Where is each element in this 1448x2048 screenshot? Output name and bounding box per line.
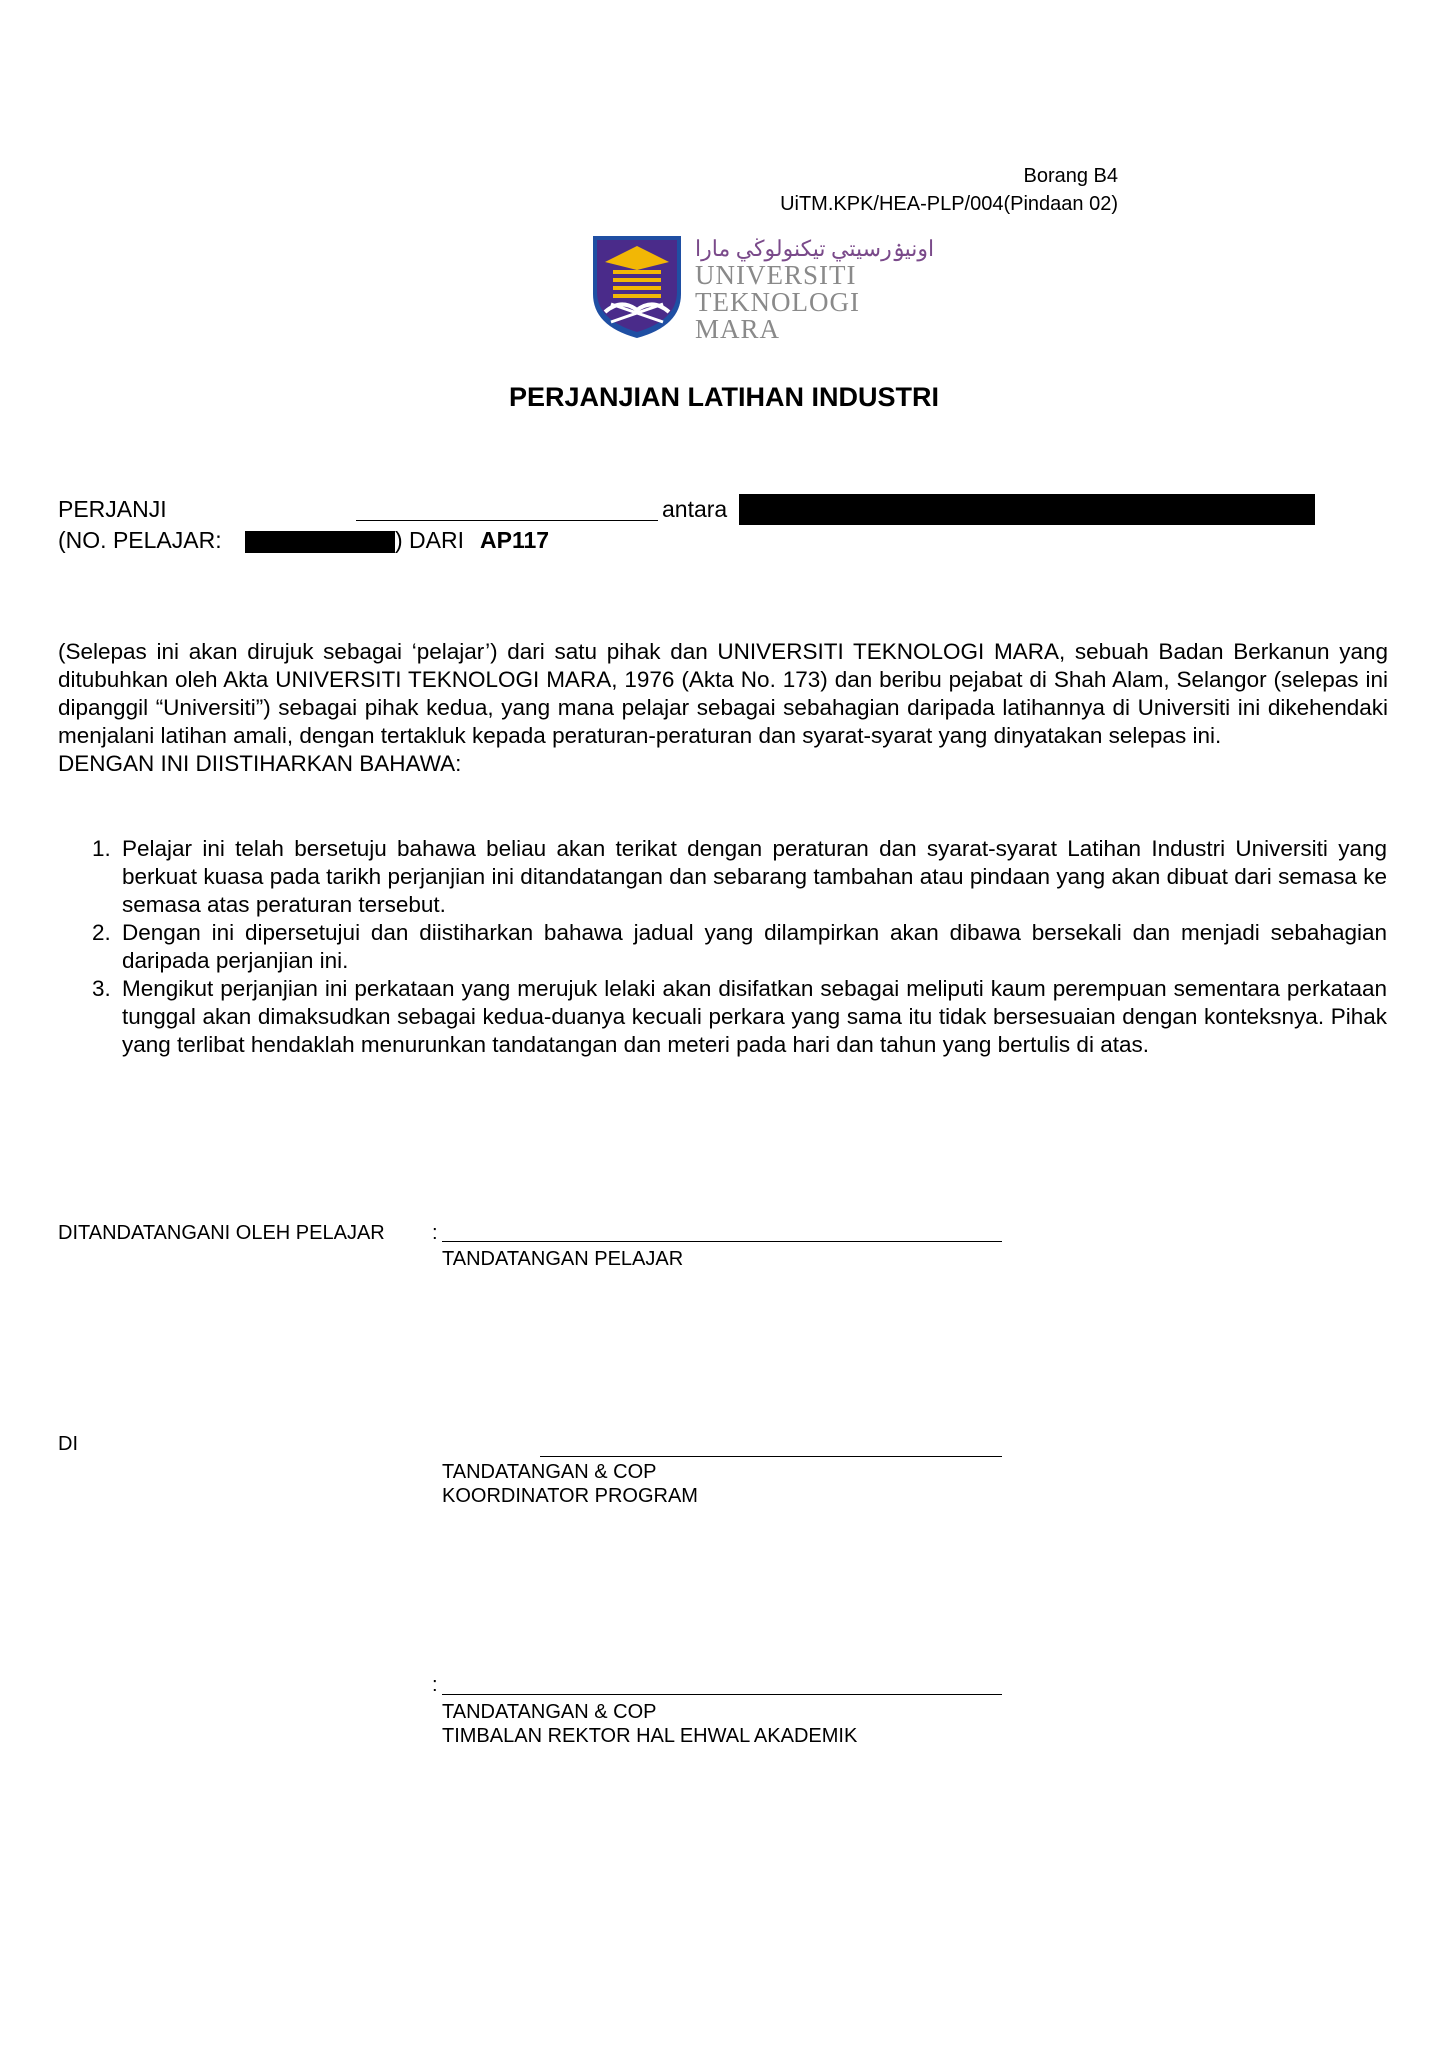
clause-text: Pelajar ini telah bersetuju bahawa beliau akan terikat dengan peraturan dan syarat-syarat Latihan Industri Universiti yang berkuat kuasa pada tarikh perjanjian ini ditandatangan dan sebarang tambahan atau pindaan yang akan dibuat dari semasa ke semasa atas peraturan tersebut. [122, 836, 1387, 917]
redacted-student-name [739, 494, 1315, 525]
label-no-pelajar: (NO. PELAJAR: [58, 527, 222, 553]
form-reference: UiTM.KPK/HEA-PLP/004(Pindaan 02) [780, 193, 1118, 215]
rector-signature-colon: : [432, 1674, 438, 1696]
student-signature-colon: : [432, 1222, 438, 1244]
label-dari: ) DARI [395, 527, 464, 553]
logo-name-line2: TEKNOLOGI [695, 287, 860, 317]
student-signature-caption: TANDATANGAN PELAJAR [442, 1248, 684, 1270]
location-label: DI [58, 1433, 78, 1455]
preamble-paragraph: (Selepas ini akan dirujuk sebagai ‘pelajar’) dari satu pihak dan UNIVERSITI TEKNOLOGI MARA, sebuah Badan Berkanun yang ditubuhkan oleh Akta UNIVERSITI TEKNOLOGI MARA, 1976 (Akta No. 173) dan beribu pejabat di Shah Alam, Selangor (selepas ini dipanggil “Universiti”) sebagai pihak kedua, yang mana pelajar sebagai sebahagian daripada latihannya di Universiti ini dikehendaki menjalani latihan amali, dengan tertakluk kepada peraturan-peraturan dan syarat-syarat yang dinyatakan selepas ini. [58, 639, 1388, 748]
logo-name-line3: MARA [695, 314, 781, 344]
coordinator-caption-line1: TANDATANGAN & COP [442, 1461, 657, 1483]
rector-caption-line1: TANDATANGAN & COP [442, 1701, 657, 1723]
logo-wordmark [695, 236, 934, 343]
university-logo [591, 234, 683, 345]
label-antara: antara [662, 496, 728, 522]
program-code: AP117 [480, 527, 550, 553]
clause-number: 3. [92, 976, 111, 1001]
rector-signature-line[interactable] [442, 1694, 1002, 1695]
list-item [92, 919, 1387, 975]
document-title: PERJANJIAN LATIHAN INDUSTRI [508, 382, 940, 412]
clause-number: 1. [92, 836, 111, 861]
clause-list [92, 835, 1387, 1059]
clause-number: 2. [92, 920, 111, 945]
form-code: Borang B4 [1023, 165, 1118, 187]
label-perjanji: PERJANJI [58, 496, 167, 522]
coordinator-caption-line2: KOORDINATOR PROGRAM [442, 1485, 698, 1507]
uitm-crest-icon [591, 234, 683, 340]
perjanji-blank-line[interactable] [356, 520, 658, 521]
clause-text: Dengan ini dipersetujui dan diistiharkan bahawa jadual yang dilampirkan akan dibawa bersekali dan menjadi sebahagian daripada perjanjian ini. [122, 920, 1387, 973]
student-signature-line[interactable] [442, 1241, 1002, 1242]
list-item [92, 835, 1387, 919]
declaration-heading: DENGAN INI DIISTIHARKAN BAHAWA: [58, 751, 462, 776]
rector-caption-line2: TIMBALAN REKTOR HAL EHWAL AKADEMIK [442, 1725, 858, 1747]
logo-arabic-text: اونيۏرسيتي تيكنولوڬي مارا [695, 236, 935, 261]
student-signature-label: DITANDATANGANI OLEH PELAJAR [58, 1222, 385, 1244]
coordinator-signature-line[interactable] [540, 1456, 1002, 1457]
clause-text: Mengikut perjanjian ini perkataan yang merujuk lelaki akan disifatkan sebagai meliputi kaum perempuan sementara perkataan tunggal akan dimaksudkan sebagai kedua-duanya kecuali perkara yang sama itu tidak bersesuaian dengan konteksnya. Pihak yang terlibat hendaklah menurunkan tandatangan dan meteri pada hari dan tahun yang bertulis di atas. [122, 976, 1387, 1057]
logo-name-line1: UNIVERSITI [695, 260, 857, 290]
preamble [58, 638, 1388, 778]
redacted-student-number [245, 531, 395, 553]
list-item [92, 975, 1387, 1059]
